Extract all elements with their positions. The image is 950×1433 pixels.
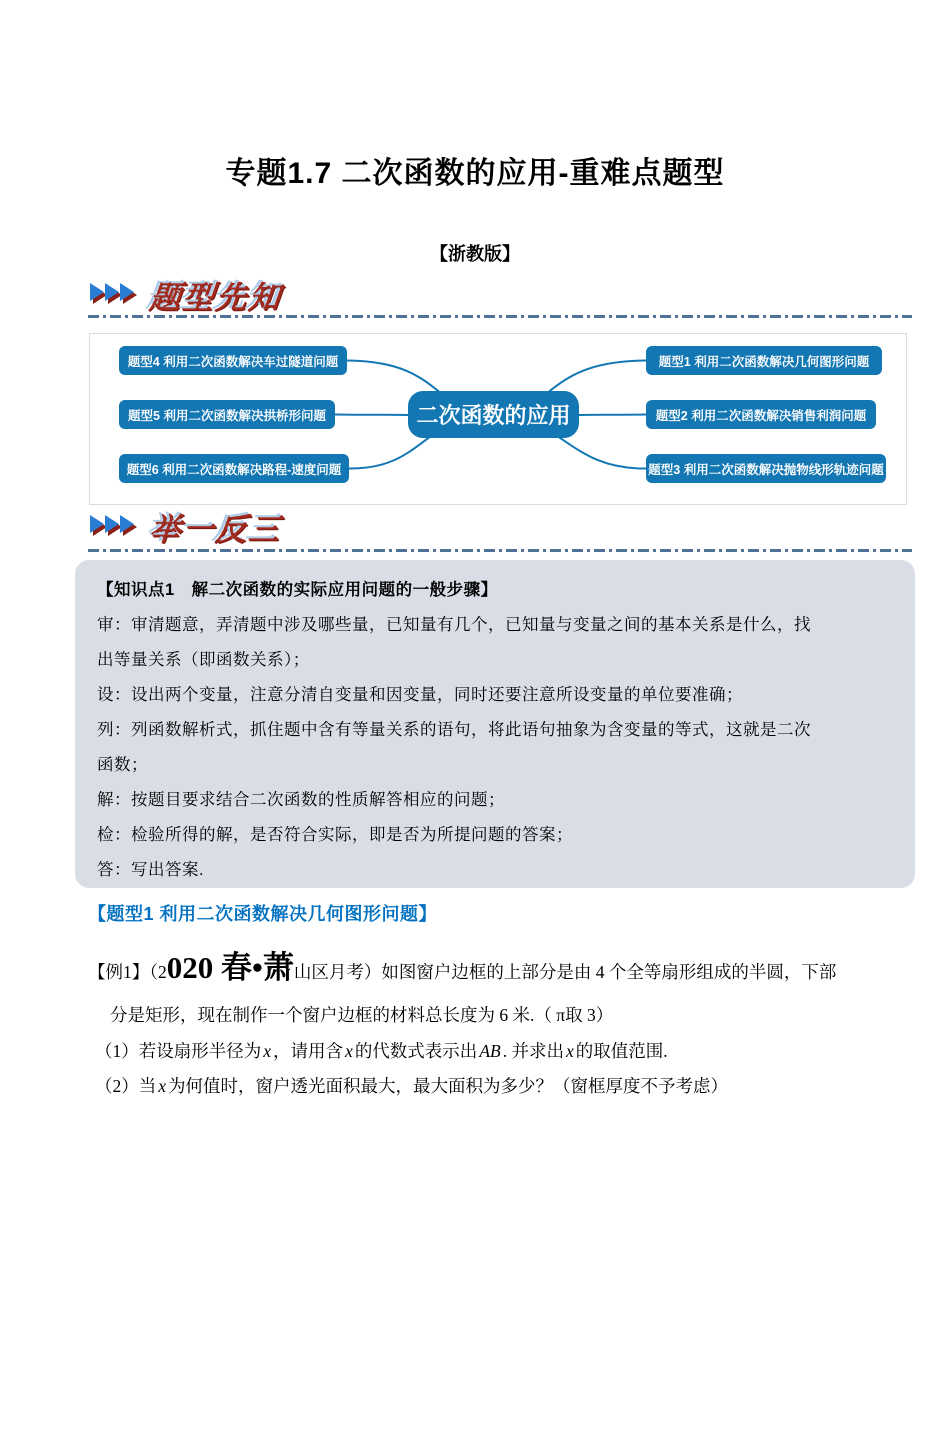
mindmap-node-type5: 题型5 利用二次函数解决拱桥形问题 [119,400,335,429]
mindmap-node-type6: 题型6 利用二次函数解决路程-速度问题 [119,454,349,483]
knowledge-step-line: 设：设出两个变量，注意分清自变量和因变量，同时还要注意所设变量的单位要准确； [97,686,743,704]
topic-1-heading: 【题型1 利用二次函数解决几何图形问题】 [88,904,438,924]
page-title: 专题1.7 二次函数的应用-重难点题型 [225,157,725,190]
section-header-text: 题型先知 [147,279,284,315]
example-1-block [88,946,928,1099]
mindmap-node-type2: 题型2 利用二次函数解决销售利润问题 [646,400,876,429]
example-1-question-1: （1）若设扇形半径为 x ，请用含 x 的代数式表示出 AB . 并求出 x 的取值范围. [95,1041,668,1061]
mindmap-center-node: 二次函数的应用 [408,391,579,438]
knowledge-step-line: 检：检验所得的解，是否符合实际，即是否为所提问题的答案； [97,826,573,844]
section-header-practice [88,506,282,546]
example-1-line-2: 分是矩形，现在制作一个窗户边框的材料总长度为 6 米.（ π取 3） [110,1005,614,1025]
dash-dot-divider [88,315,912,318]
knowledge-step-line: 出等量关系（即函数关系）； [97,651,310,669]
mindmap-diagram [89,333,907,505]
mindmap-node-type4: 题型4 利用二次函数解决车过隧道问题 [119,346,347,375]
dash-dot-divider [88,549,912,552]
example-1-line-1: 【例1】（2020 春•萧山区月考）如图窗户边框的上部分是由 4 个全等扇形组成的半圆，下部 [88,950,837,985]
edition-label: 【浙教版】 [430,244,520,264]
knowledge-point-title: 【知识点1 解二次函数的实际应用问题的一般步骤】 [97,581,498,599]
knowledge-step-line: 列：列函数解析式，抓住题中含有等量关系的语句，将此语句抽象为含变量的等式，这就是二次 [97,721,811,739]
section-header-text: 举一反三 [147,511,284,547]
triple-arrow-icon [88,278,146,310]
knowledge-step-line: 答：写出答案. [97,861,205,879]
example-1-question-2: （2）当 x 为何值时，窗户透光面积最大，最大面积为多少？（窗框厚度不予考虑） [95,1076,729,1096]
mindmap-node-type1: 题型1 利用二次函数解决几何图形问题 [646,346,882,375]
knowledge-point-box [75,560,915,888]
triple-arrow-icon [88,510,146,542]
section-header-types-preview [88,274,282,314]
knowledge-step-line: 解：按题目要求结合二次函数的性质解答相应的问题； [97,791,505,809]
knowledge-step-line: 审：审清题意，弄清题中涉及哪些量，已知量有几个，已知量与变量之间的基本关系是什么，找 [97,616,811,634]
knowledge-step-line: 函数； [97,756,148,774]
mindmap-node-type3: 题型3 利用二次函数解决抛物线形轨迹问题 [646,454,886,483]
